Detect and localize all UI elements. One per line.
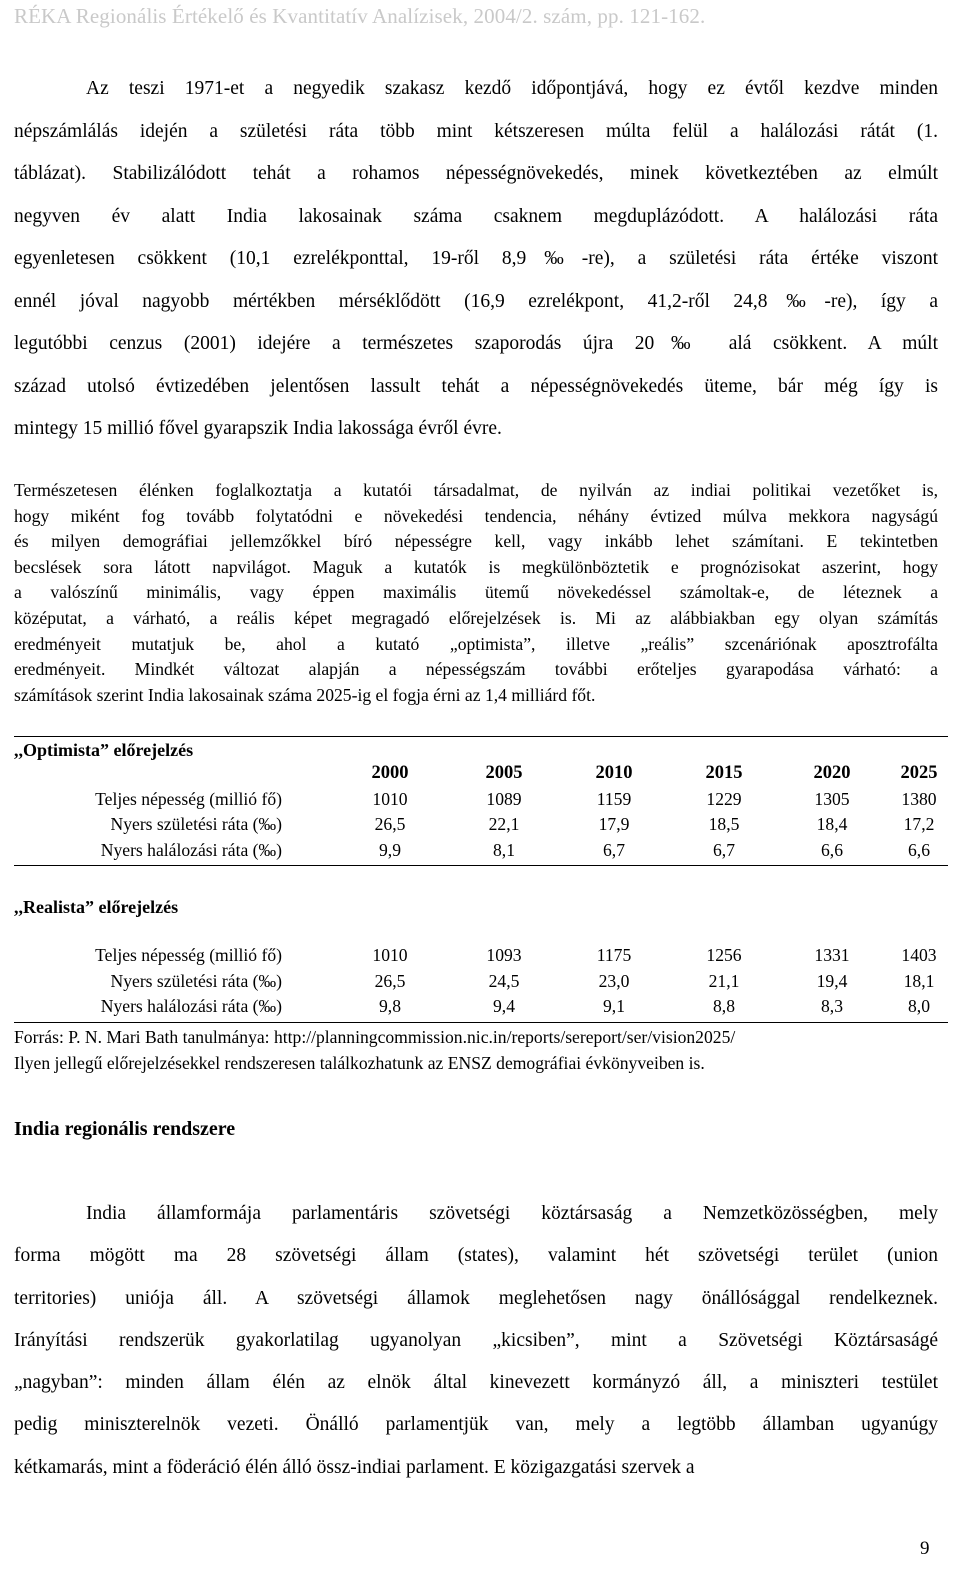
table-cell: 1256 xyxy=(706,945,742,965)
page-number: 9 xyxy=(920,1538,930,1559)
text-line-content: India államformája parlamentáris szövetségi köztársaság a Nemzetközösségben, mely xyxy=(86,1203,938,1224)
table-cell: 1229 xyxy=(706,788,742,809)
text-line: legutóbbi cenzus (2001) idejére a természetes szaporodás újra 20‰ alá csökkent. A múlt xyxy=(14,333,938,354)
table-cell: 1403 xyxy=(901,945,937,965)
table-cell: 1305 xyxy=(814,788,850,809)
text-line: pedig miniszterelnök vezeti. Önálló parlamentjük van, mely a legtöbb államban ugyanúgy xyxy=(14,1414,938,1436)
row-label: Nyers születési ráta (‰) xyxy=(110,814,282,834)
optimista-title: ,,Optimista” előrejelzés xyxy=(14,740,194,760)
year-header: 2000 xyxy=(371,763,409,783)
text-line xyxy=(14,68,938,111)
paragraph-2 xyxy=(14,478,938,708)
table-cell: 9,9 xyxy=(379,839,401,860)
paragraph-3 xyxy=(14,1193,938,1489)
table-cell: 8,3 xyxy=(821,996,843,1016)
row-label: Nyers halálozási ráta (‰) xyxy=(100,839,282,860)
text-line: táblázat). Stabilizálódott tehát a rohamos népességnövekedés, minek következtében az elmúlt xyxy=(14,163,938,184)
table-cell: 8,1 xyxy=(493,839,515,860)
year-header-row xyxy=(14,763,944,789)
running-header: RÉKA Regionális Értékelő és Kvantitatív Analízisek, 2004/2. szám, pp. 121-162. xyxy=(14,4,706,28)
text-line: negyven év alatt India lakosainak száma csaknem megduplázódott. A halálozási ráta xyxy=(14,205,938,227)
table-row xyxy=(14,996,944,1022)
realista-table xyxy=(14,945,944,1022)
table-cell: 6,7 xyxy=(603,839,625,860)
text-line xyxy=(14,1193,938,1235)
table-cell: 17,2 xyxy=(903,814,935,834)
table-row xyxy=(14,789,944,815)
table-cell: 17,9 xyxy=(598,814,630,834)
text-line: becslések sora látott napvilágot. Maguk a kutatók is megkülönböztetik e prognózisokat aszerint, hogy xyxy=(14,556,938,577)
table-cell: 9,1 xyxy=(603,996,625,1016)
text-line: és milyen demográfiai jellemzőkkel bíró népességre kell, vagy inkább lehet számítani. E tekintetben xyxy=(14,531,938,552)
text-line: egyenletesen csökkent (10,1 ezrelékponttal, 19-ről 8,9‰-re), a születési ráta értéke viszont xyxy=(14,248,938,269)
year-header: 2025 xyxy=(900,763,938,783)
table-cell: 1175 xyxy=(596,945,632,965)
table-cell: 19,4 xyxy=(816,970,848,991)
table-cell: 26,5 xyxy=(374,814,406,834)
text-line: középutat, a várható, a reális képet megragadó előrejelzések is. Mi az alábbiakban egy olyan számítás xyxy=(14,607,938,628)
table-cell: 1380 xyxy=(901,788,937,809)
source-line: Ilyen jellegű előrejelzésekkel rendszeresen találkozhatunk az ENSZ demográfiai évkönyveiben is. xyxy=(14,1053,705,1073)
table-row xyxy=(14,971,944,997)
table-source xyxy=(14,1024,944,1076)
year-header: 2020 xyxy=(813,763,851,783)
text-line: Irányítási rendszerük gyakorlatilag ugyanolyan „kicsiben”, mint a Szövetségi Köztársaságé xyxy=(14,1329,938,1351)
table-cell: 1159 xyxy=(596,788,632,809)
table-cell: 18,1 xyxy=(903,970,935,991)
year-header: 2010 xyxy=(595,763,633,783)
text-line: ennél jóval nagyobb mértékben mérséklődött (16,9 ezrelékpont, 41,2-ről 24,8‰-re), így a xyxy=(14,290,938,312)
text-line: Természetesen élénken foglalkoztatja a kutatói társadalmat, de nyilván az indiai politikai vezetőket is, xyxy=(14,480,938,500)
text-line: számítások szerint India lakosainak száma 2025-ig el fogja érni az 1,4 milliárd főt. xyxy=(14,684,596,705)
paragraph-1 xyxy=(14,68,938,451)
optimista-table xyxy=(14,763,944,865)
table-cell: 26,5 xyxy=(374,970,406,991)
table-row xyxy=(14,814,944,840)
text-line: territories) uniója áll. A szövetségi államok meglehetősen nagy önállósággal rendelkeznek. xyxy=(14,1287,938,1309)
row-label: Teljes népesség (millió fő) xyxy=(95,788,282,809)
text-line: forma mögött ma 28 szövetségi állam (states), valamint hét szövetségi terület (union xyxy=(14,1245,938,1267)
row-label: Nyers halálozási ráta (‰) xyxy=(100,996,282,1016)
table-cell: 1010 xyxy=(372,945,408,965)
table-cell: 8,8 xyxy=(713,996,735,1016)
realista-title: ,,Realista” előrejelzés xyxy=(14,897,179,917)
table-cell: 9,8 xyxy=(379,996,401,1016)
table-cell: 1089 xyxy=(486,788,522,809)
table-cell: 1010 xyxy=(372,788,408,809)
table-bottom-rule xyxy=(14,1022,948,1023)
table-cell: 24,5 xyxy=(488,970,520,991)
year-header: 2015 xyxy=(705,763,743,783)
table-cell: 18,5 xyxy=(708,814,740,834)
table-row xyxy=(14,945,944,971)
table-cell: 18,4 xyxy=(816,814,848,834)
text-line: a valószínű minimális, vagy éppen maximális ütemű növekedéssel számoltak-e, de léteznek a xyxy=(14,582,938,603)
text-line: eredményeit mutatjuk be, ahol a kutató „optimista”, illetve „reális” szcenáriónak aposztrofálta xyxy=(14,633,938,654)
text-line: hogy miként fog tovább folytatódni e növekedési tendencia, néhány évtized múlva mekkora nagyságú xyxy=(14,505,938,526)
table-cell: 22,1 xyxy=(488,814,520,834)
table-cell: 21,1 xyxy=(708,970,740,991)
text-line: század utolsó évtizedében jelentősen lassult tehát a népességnövekedés üteme, bár még így is xyxy=(14,375,938,397)
text-line: „nagyban”: minden állam élén az elnök által kinevezett kormányzó áll, a miniszteri testület xyxy=(14,1372,938,1394)
table-row xyxy=(14,840,944,866)
year-header: 2005 xyxy=(485,763,523,783)
section-title: India regionális rendszere xyxy=(14,1118,236,1140)
source-line: Forrás: P. N. Mari Bath tanulmánya: http://planningcommission.nic.in/reports/sereport/ser/vision2025/ xyxy=(14,1027,736,1047)
table-cell: 1331 xyxy=(814,945,850,965)
row-label: Nyers születési ráta (‰) xyxy=(110,970,282,991)
row-label: Teljes népesség (millió fő) xyxy=(95,945,282,965)
text-line-content: Az teszi 1971-et a negyedik szakasz kezdő időpontjává, hogy ez évtől kezdve minden xyxy=(86,78,938,99)
text-line: eredményeit. Mindkét változat alapján a népességszám további erőteljes gyarapodása várható: a xyxy=(14,659,938,680)
text-line: kétkamarás, mint a föderáció élén álló össz-indiai parlament. E közigazgatási szervek a xyxy=(14,1456,695,1478)
text-line: mintegy 15 millió fővel gyarapszik India lakossága évről évre. xyxy=(14,418,502,439)
table-cell: 23,0 xyxy=(598,970,630,991)
table-cell: 1093 xyxy=(486,945,522,965)
table-cell: 6,6 xyxy=(908,839,930,860)
text-line: népszámlálás idején a születési ráta több mint kétszeresen múlta felül a halálozási rátát (1. xyxy=(14,120,938,142)
table-top-rule xyxy=(14,736,948,737)
table-cell: 6,7 xyxy=(713,839,735,860)
table-cell: 8,0 xyxy=(908,996,930,1016)
table-mid-rule xyxy=(14,865,948,866)
table-cell: 9,4 xyxy=(493,996,515,1016)
table-cell: 6,6 xyxy=(821,839,843,860)
